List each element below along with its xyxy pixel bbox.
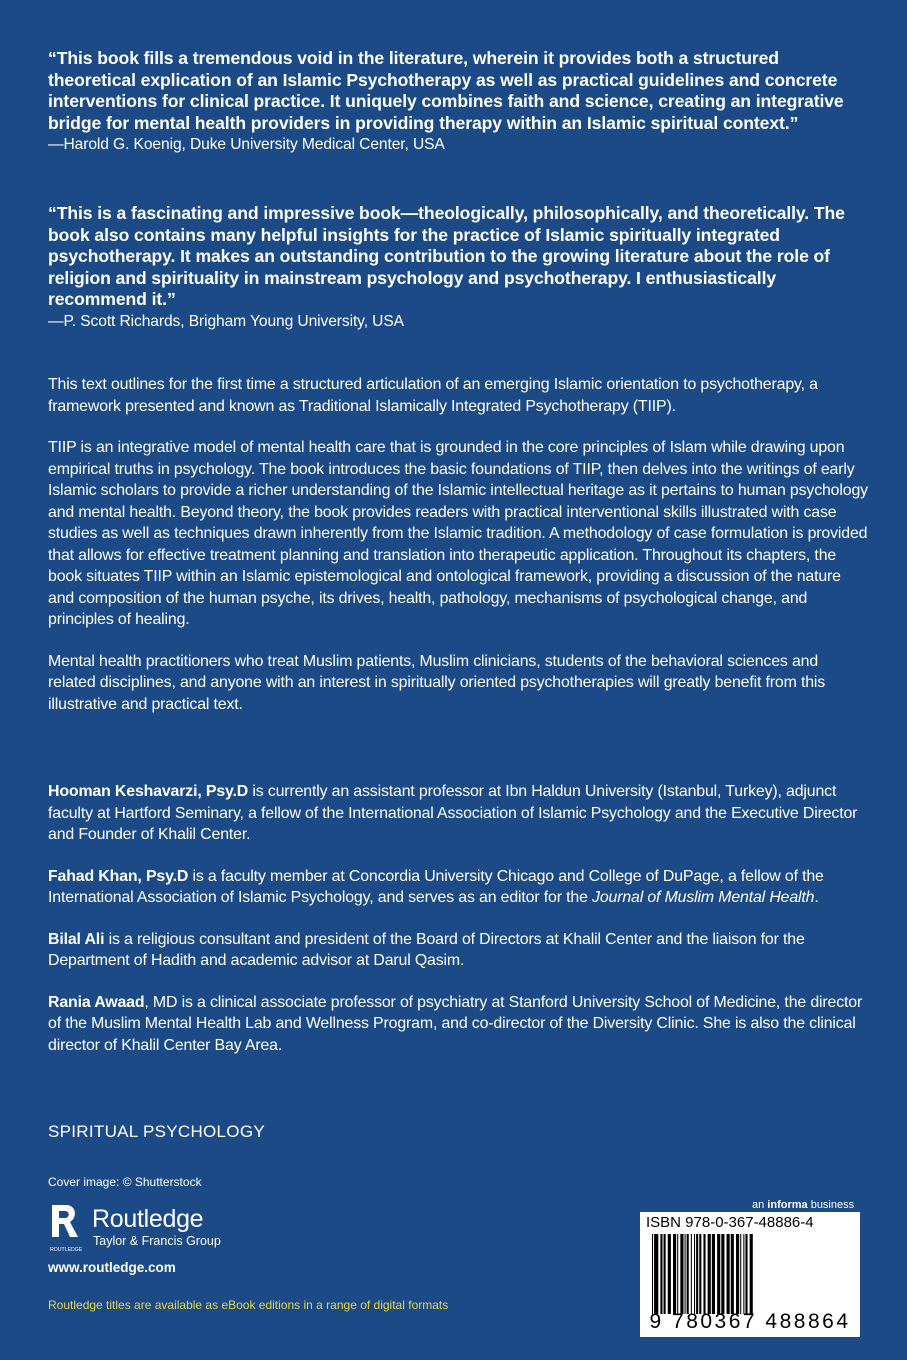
barcode-bar [699, 1234, 701, 1314]
informa-business-label: an informa business [752, 1199, 855, 1211]
informa-brand: informa [767, 1199, 808, 1211]
description-paragraph: Mental health practitioners who treat Muslim patients, Muslim clinicians, students of the behavioral sciences and related disciplines, and anyone with an interest in spiritually oriented psychotherapies will greatly benefit from this illustrative and practical text. [48, 652, 826, 713]
barcode-bar [668, 1234, 671, 1314]
author-name: Bilal Ali [48, 930, 105, 948]
isbn-barcode [640, 1212, 860, 1337]
endorsement-text: “This is a fascinating and impressive book—theologically, philosophically, and theoretically. The book also contains many helpful insights for the practice of Islamic spiritually integrated psychotherapy. It makes an outstanding contribution to the growing literature about the role of religion and spirituality in mainstream psychology and psychotherapy. I enthusiastically recommend it.” [48, 203, 845, 310]
barcode-bar [736, 1234, 739, 1314]
barcode-bar [717, 1234, 720, 1314]
barcode-bar [652, 1234, 653, 1314]
author-bios [48, 781, 868, 1076]
endorsement-richards [48, 203, 868, 332]
barcode-bar [685, 1234, 686, 1314]
routledge-logo-icon [46, 1203, 82, 1253]
book-description [48, 374, 868, 735]
author-name: Fahad Khan, Psy.D [48, 867, 189, 885]
ebook-note: Routledge titles are available as eBook editions in a range of digital formats [48, 1298, 449, 1312]
barcode-bar [708, 1234, 711, 1314]
barcode-bar [694, 1234, 695, 1314]
author-bio [48, 781, 868, 846]
barcode-digits: 9 780367 488864 [649, 1310, 851, 1333]
barcode-bar [664, 1234, 666, 1314]
description-paragraph: TIIP is an integrative model of mental health care that is grounded in the core principles of Islam while drawing upon empirical truths in psychology. The book introduces the basic foundations of TIIP, then delves into the writings of early Islamic scholars to provide a richer understanding of the Islamic intellectual heritage as it pertains to human psychology and mental health. Beyond theory, the book provides readers with practical interventional skills illustrated with case studies as well as techniques drawn inherently from the Islamic tradition. A methodology of case formulation is provided that allows for effective treatment planning and translation into therapeutic application. Throughout its chapters, the book situates TIIP within an Islamic epistemological and ontological framework, providing a discussion of the nature and composition of the human psyche, its drives, health, pathology, mechanisms of psychological change, and principles of healing. [48, 439, 868, 628]
author-bio-text: is a religious consultant and president of the Board of Directors at Khalil Center and the liaison for the Department of Hadith and academic advisor at Darul Qasim. [48, 930, 805, 969]
barcode-bar [727, 1234, 730, 1314]
logo-vertical-text: ROUTLEDGE [50, 1247, 82, 1253]
author-name: Hooman Keshavarzi, Psy.D [48, 783, 249, 800]
author-bio: Fahad Khan, Psy.D is a faculty member at Concordia University Chicago and College of DuPage, a fellow of the International Association of Islamic Psychology, and serves as an editor for the Journal of Muslim Mental Health. [48, 867, 824, 906]
endorsement-koenig [48, 48, 868, 155]
barcode-bar [680, 1234, 683, 1314]
description-paragraph: This text outlines for the first time a structured articulation of an emerging Islamic orientation to psychotherapy, a framework presented and known as Traditional Islamically Integrated Psychotherapy (TIIP). [48, 376, 818, 415]
barcode-bar [691, 1234, 692, 1314]
author-bio [48, 992, 868, 1057]
endorsement-text: “This book fills a tremendous void in the literature, wherein it provides both a structured theoretical explication of an Islamic Psychotherapy as well as practical guidelines and concrete interventions for clinical practice. It uniquely combines faith and science, creating an integrative bridge for mental health providers in providing therapy within an Islamic spiritual context.” [48, 48, 844, 133]
endorsement-attribution: —Harold G. Koenig, Duke University Medical Center, USA [48, 136, 445, 154]
author-name-suffix: , MD [144, 993, 178, 1011]
barcode-bar [696, 1234, 698, 1314]
barcode-bar [750, 1234, 753, 1314]
author-bio [48, 929, 868, 972]
barcode-bar [687, 1234, 689, 1314]
category-label: SPIRITUAL PSYCHOLOGY [48, 1122, 265, 1141]
barcode-bar [745, 1234, 747, 1314]
cover-credit: Cover image: © Shutterstock [48, 1175, 202, 1189]
barcode-bar [712, 1234, 715, 1314]
barcode-bar [743, 1234, 744, 1314]
endorsement-attribution: —P. Scott Richards, Brigham Young University, USA [48, 312, 404, 330]
publisher-logo [46, 1203, 246, 1253]
author-bio-text: is a faculty member at Concordia University Chicago and College of DuPage, a fellow of the International Association of Islamic Psychology, and serves as an editor for the [48, 867, 824, 906]
barcode-bars [650, 1234, 850, 1314]
barcode-bar [660, 1234, 662, 1314]
barcode-bar [721, 1234, 724, 1314]
barcode-bar [673, 1234, 676, 1314]
barcode-bar [703, 1234, 705, 1314]
publisher-url[interactable]: www.routledge.com [48, 1260, 176, 1275]
author-bio-text: is currently an assistant professor at Ibn Haldun University (Istanbul, Turkey), adjunct faculty at Hartford Seminary, a fellow of the International Association of Islamic Psychology and the Executive Director and Founder of Khalil Center. [48, 783, 858, 843]
publisher-group: Taylor & Francis Group [93, 1234, 221, 1248]
isbn-label: ISBN 978-0-367-48886-4 [646, 1214, 814, 1231]
author-name: Rania Awaad [48, 993, 145, 1011]
author-bio-text: is a clinical associate professor of psychiatry at Stanford University School of Medicine, the director of the Muslim Mental Health Lab and Wellness Program, and co-director of the Diversity Clinic. She is also the clinical director of Khalil Center Bay Area. [48, 993, 863, 1054]
barcode-bar [731, 1234, 734, 1314]
barcode-bar [740, 1234, 741, 1314]
barcode-bar [677, 1234, 678, 1314]
journal-title: Journal of Muslim Mental Health [592, 889, 815, 906]
barcode-bar [654, 1234, 658, 1314]
publisher-name: Routledge [92, 1205, 204, 1233]
